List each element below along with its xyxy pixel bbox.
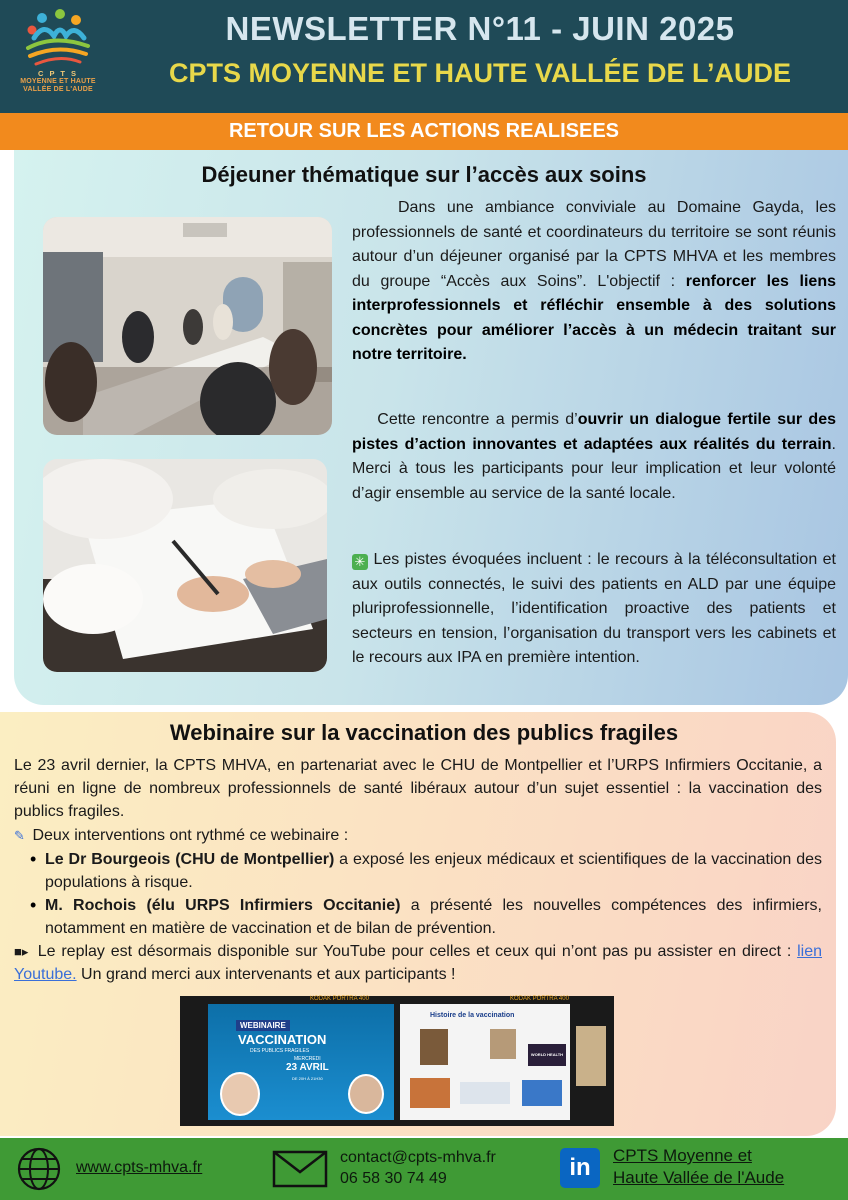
film-label: KODAK PORTRA 400 bbox=[510, 996, 569, 1002]
lunch-paragraph-1 bbox=[352, 196, 836, 368]
webinar-text: Un grand merci aux intervenants et aux participants ! bbox=[76, 966, 456, 983]
slide-title: Histoire de la vaccination bbox=[430, 1012, 515, 1019]
lunch-text: . Merci à tous les participants pour leur implication et leur volonté d’agir ensemble au service de la santé locale. bbox=[352, 435, 836, 502]
poster-webinaire: WEBINAIRE bbox=[236, 1020, 290, 1031]
lunch-paragraph-2 bbox=[352, 408, 836, 506]
slide-image bbox=[490, 1029, 516, 1059]
webinar-bullet-2 bbox=[45, 894, 822, 940]
linkedin-link[interactable] bbox=[613, 1146, 752, 1166]
webinar-slide bbox=[400, 1004, 570, 1120]
footer bbox=[0, 1138, 848, 1200]
slide-image bbox=[410, 1078, 450, 1108]
header bbox=[0, 0, 848, 113]
webinar-text: Le replay est désormais disponible sur YouTube pour celles et ceux qui n’ont pas pu assister en direct : bbox=[37, 943, 798, 960]
lunch-text: Dans une ambiance conviviale au Domaine Gayda, les professionnels de santé et coordinateurs du territoire se sont réunis autour d’un déjeuner organisé par la CPTS MHVA et les membres du groupe “Accès aux Soins”. L'objectif : bbox=[352, 199, 836, 290]
bullet-dot: • bbox=[30, 895, 37, 915]
speaker-name: Le Dr Bourgeois (CHU de Montpellier) bbox=[45, 851, 335, 868]
logo-acronym: C P T S bbox=[37, 69, 79, 78]
bullet-dot: • bbox=[30, 849, 37, 869]
speaker-photo bbox=[348, 1074, 384, 1114]
phone-contact: 06 58 30 74 49 bbox=[340, 1170, 447, 1187]
webinar-poster bbox=[208, 1004, 394, 1120]
youtube-link[interactable]: lien Youtube. bbox=[14, 943, 822, 983]
webinar-interventions bbox=[14, 824, 822, 847]
poster-time: DE 20H À 21H30 bbox=[292, 1076, 323, 1081]
webinar-replay bbox=[14, 940, 822, 986]
poster-day: MERCREDI bbox=[294, 1056, 321, 1062]
sparkle-icon: ✳ bbox=[352, 554, 368, 570]
section-webinar-title: Webinaire sur la vaccination des publics fragiles bbox=[169, 720, 679, 745]
slide-world-health: WORLD HEALTH bbox=[528, 1044, 566, 1066]
webinar-bullet-1 bbox=[45, 848, 822, 894]
email-contact[interactable]: contact@cpts-mhva.fr bbox=[340, 1149, 496, 1166]
film-label: KODAK PORTRA 400 bbox=[310, 996, 369, 1002]
speaker-name: M. Rochois (élu URPS Infirmiers Occitanie) bbox=[45, 897, 401, 914]
logo-line: MOYENNE ET HAUTE bbox=[20, 78, 96, 85]
webinar-text: a présenté les nouvelles compétences des infirmiers, notamment en matière de vaccination et de bilan de prévention. bbox=[45, 897, 822, 937]
syringe-icon: ✎ bbox=[14, 828, 25, 843]
section-lunch-title: Déjeuner thématique sur l’accès aux soins bbox=[201, 162, 647, 187]
linkedin-icon[interactable]: in bbox=[560, 1148, 600, 1188]
website-text[interactable]: www.cpts-mhva.fr bbox=[76, 1159, 203, 1176]
participant-thumbnails bbox=[576, 1026, 606, 1086]
webinar-text: Deux interventions ont rythmé ce webinaire : bbox=[32, 827, 349, 844]
slide-image bbox=[522, 1080, 562, 1106]
lunch-paragraph-3 bbox=[352, 548, 836, 671]
poster-publics: DES PUBLICS FRAGILES bbox=[250, 1048, 310, 1054]
writing-hands-photo bbox=[43, 459, 327, 672]
lunch-text: Cette rencontre a permis d’ bbox=[377, 411, 578, 428]
camera-icon: ■▸ bbox=[14, 944, 29, 959]
lunch-text-bold: renforcer les liens interprofessionnels et réfléchir ensemble à des solutions concrètes pour améliorer l’accès à un médecin traitant sur notre territoire. bbox=[352, 272, 836, 363]
poster-date: 23 AVRIL bbox=[286, 1062, 329, 1073]
newsletter-title: NEWSLETTER N°11 - JUIN 2025 bbox=[225, 10, 735, 47]
lunch-text-bold: ouvrir un dialogue fertile sur des pistes d’action innovantes et adaptées aux réalités du terrain bbox=[352, 411, 837, 453]
logo-line: VALLÉE DE L'AUDE bbox=[23, 86, 93, 93]
poster-vaccination: VACCINATION bbox=[238, 1032, 327, 1047]
mail-icon bbox=[272, 1150, 328, 1188]
meeting-room-photo bbox=[43, 217, 332, 435]
webinar-screenshot bbox=[180, 996, 614, 1126]
website-link[interactable] bbox=[76, 1158, 202, 1178]
webinar-text: a exposé les enjeux médicaux et scientifiques de la vaccination des populations à risque. bbox=[45, 851, 823, 891]
webinar-intro: Le 23 avril dernier, la CPTS MHVA, en partenariat avec le CHU de Montpellier et l’URPS Infirmiers Occitanie, a réuni en ligne de nombreux professionnels de santé libéraux autour d’un sujet essentiel : la vaccination des publics fragiles. bbox=[14, 757, 822, 820]
section-banner: RETOUR SUR LES ACTIONS REALISEES bbox=[0, 113, 848, 150]
slide-image bbox=[420, 1029, 448, 1065]
linkedin-link[interactable] bbox=[613, 1168, 784, 1188]
slide-image bbox=[460, 1082, 510, 1104]
globe-icon bbox=[16, 1146, 62, 1192]
lunch-text: Les pistes évoquées incluent : le recours à la téléconsultation et aux outils connectés, le suivi des patients en ALD par une équipe pluriprofessionnelle, l’identification proactive des patients et secteurs en tension, l’organisation du transport vers les cabinets et le recours aux IPA en première intention. bbox=[352, 551, 836, 666]
cpts-logo bbox=[14, 8, 102, 104]
newsletter-subtitle: CPTS MOYENNE ET HAUTE VALLÉE DE L’AUDE bbox=[168, 58, 792, 88]
speaker-photo bbox=[220, 1072, 260, 1116]
linkedin-text[interactable]: Haute Vallée de l'Aude bbox=[613, 1168, 785, 1187]
linkedin-text[interactable]: CPTS Moyenne et bbox=[613, 1146, 752, 1165]
